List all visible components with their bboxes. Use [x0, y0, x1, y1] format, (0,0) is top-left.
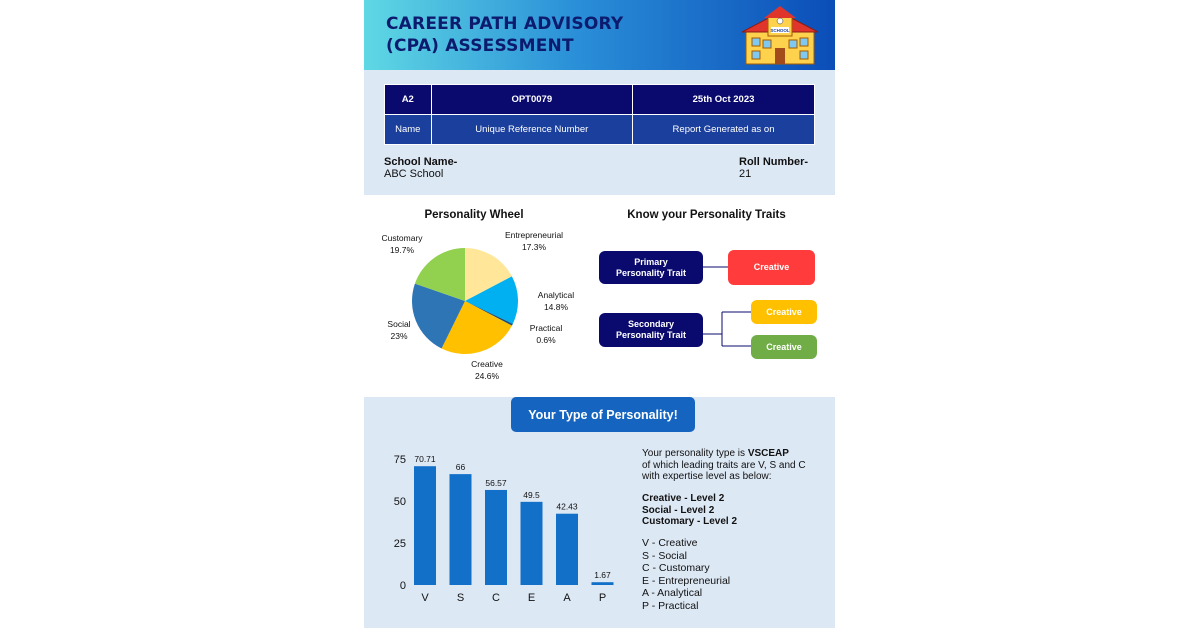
school-name-value: ABC School: [384, 168, 444, 180]
report-title: [386, 13, 686, 57]
personality-wheel-title: Personality Wheel: [424, 209, 524, 221]
bar-c: [485, 490, 507, 585]
x-category-label: V: [421, 592, 429, 604]
personality-summary: Your personality type is VSCEAP of which leading traits are V, S and C with expertise level as below:: [642, 448, 806, 482]
level-item: Social - Level 2: [642, 504, 715, 516]
legend-item: C - Customary: [642, 562, 710, 574]
bar-s: [450, 474, 472, 585]
reference-number-label: Unique Reference Number: [431, 115, 633, 145]
bar-value-label: 1.67: [594, 570, 611, 581]
reference-table: [384, 84, 815, 145]
report-date-value: 25th Oct 2023: [633, 85, 815, 115]
y-tick-label: 50: [393, 496, 406, 508]
pie-label-practical: Practical 0.6%: [529, 323, 563, 345]
legend-item: S - Social: [642, 549, 687, 562]
legend-item: E - Entrepreneurial: [642, 574, 731, 587]
bar-value-label: 49.5: [523, 489, 540, 500]
trait-connector-lines: [364, 195, 835, 395]
primary-trait-label: Primary Personality Trait: [599, 251, 703, 284]
expertise-levels: [642, 493, 737, 528]
bar-e: [521, 502, 543, 585]
roll-number-value: 21: [739, 168, 752, 180]
legend-item: P - Practical: [642, 599, 699, 612]
traits-title: Know your Personality Traits: [627, 209, 786, 221]
level-item: Customary - Level 2: [642, 516, 738, 527]
bar-value-label: 66: [455, 462, 466, 473]
bar-value-label: 70.71: [414, 454, 436, 465]
school-building-icon: [740, 4, 820, 66]
reference-number-value: OPT0079: [431, 85, 633, 115]
pie-label-analytical: Analytical 14.8%: [537, 290, 575, 312]
legend-item: A - Analytical: [642, 587, 703, 599]
bar-value-label: 42.43: [556, 501, 578, 512]
personality-type-banner: Your Type of Personality!: [511, 397, 695, 432]
trait-legend: [642, 537, 730, 612]
school-sign-text: SCHOOL: [770, 28, 790, 33]
primary-trait-value: Creative: [728, 250, 815, 285]
secondary-trait-label: Secondary Personality Trait: [599, 313, 703, 347]
roll-number-label: Roll Number-: [739, 156, 809, 168]
secondary-trait-value-2: Creative: [751, 335, 817, 359]
name-label: Name: [385, 115, 432, 145]
y-tick-label: 25: [393, 538, 406, 550]
personality-section: [364, 195, 835, 395]
pie-label-social: Social 23%: [387, 319, 411, 341]
school-name-label: School Name-: [384, 156, 458, 168]
pie-label-entrepreneurial: Entrepreneurial 17.3%: [504, 230, 564, 252]
title-line-2: (CPA) ASSESSMENT: [386, 36, 574, 56]
bar-v: [414, 466, 436, 585]
personality-type-code: VSCEAP: [747, 448, 789, 459]
title-line-1: CAREER PATH ADVISORY: [386, 14, 624, 34]
x-category-label: P: [598, 592, 607, 604]
x-category-label: S: [456, 592, 465, 604]
x-category-label: E: [527, 592, 536, 604]
x-category-label: C: [492, 592, 500, 604]
name-value: A2: [385, 85, 432, 115]
student-info-section: [364, 70, 835, 195]
pie-label-customary: Customary 19.7%: [381, 233, 423, 255]
report-page: [364, 0, 835, 628]
bar-p: [592, 582, 614, 585]
personality-bar-chart: [384, 439, 624, 619]
y-tick-label: 75: [393, 454, 406, 466]
legend-item: V - Creative: [642, 537, 698, 549]
level-item: Creative - Level 2: [642, 493, 725, 504]
report-date-label: Report Generated as on: [633, 115, 815, 145]
x-category-label: A: [563, 592, 571, 604]
y-tick-label: 0: [399, 580, 406, 592]
secondary-trait-value-1: Creative: [751, 300, 817, 324]
pie-label-creative: Creative 24.6%: [471, 359, 503, 381]
bar-value-label: 56.57: [485, 477, 507, 488]
report-header: [364, 0, 835, 70]
bar-a: [556, 514, 578, 585]
personality-type-section: [364, 397, 835, 628]
